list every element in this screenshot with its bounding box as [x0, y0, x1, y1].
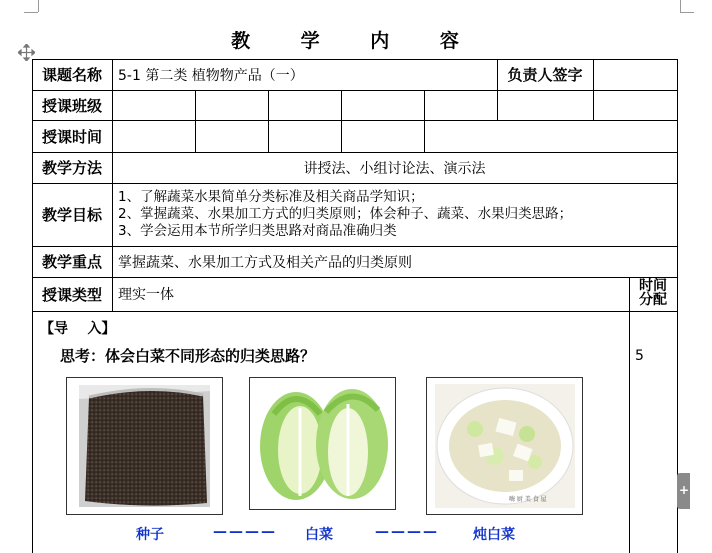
focus-label: 教学重点 — [41, 253, 102, 271]
caption-seeds: 种子 — [136, 527, 164, 543]
focus-value[interactable]: 掌握蔬菜、水果加工方式及相关产品的归类原则 — [118, 254, 412, 271]
objective-list[interactable] — [112, 183, 677, 246]
objective-item: 1、了解蔬菜水果简单分类标准及相关商品学知识； — [118, 189, 424, 205]
stewed-cabbage-photo-frame[interactable] — [426, 377, 583, 515]
caption-stewed-cabbage: 炖白菜 — [473, 527, 515, 543]
thinking-question: 思考：体会白菜不同形态的归类思路？ — [60, 347, 316, 365]
objective-item: 3、学会运用本节所学归类思路对商品准确归类 — [118, 223, 397, 239]
intro-heading: 【导 入】 — [40, 321, 116, 337]
class-label: 授课班级 — [41, 96, 102, 115]
method-value[interactable]: 讲授法、小组讨论法、演示法 — [303, 160, 486, 177]
stewed-cabbage-photo — [435, 384, 575, 508]
time-allocation-minutes[interactable]: 5 — [635, 348, 644, 364]
course-name-value[interactable]: 5-1 第二类 植物物产品（一） — [118, 67, 304, 84]
time-label: 授课时间 — [41, 127, 102, 146]
caption-dash: ———— — [375, 524, 439, 540]
page-corner-mark-left — [24, 12, 38, 13]
caption-cabbage: 白菜 — [305, 527, 333, 543]
method-label: 教学方法 — [41, 159, 102, 177]
seeds-photo-frame[interactable] — [66, 377, 223, 515]
time-allocation-label: 时间 分配 — [639, 278, 667, 308]
course-name-label: 课题名称 — [41, 66, 102, 84]
signature-label: 负责人签字 — [507, 66, 583, 84]
seeds-photo — [79, 385, 210, 507]
type-label: 授课类型 — [41, 285, 102, 304]
document-title: 教 学 内 容 — [231, 30, 481, 52]
cabbage-photo — [254, 384, 392, 504]
caption-dash: ———— — [213, 524, 277, 540]
page-corner-mark-right — [680, 0, 681, 12]
plus-icon: + — [679, 483, 690, 497]
page-corner-mark-right — [680, 12, 694, 13]
type-value[interactable]: 理实一体 — [118, 287, 174, 303]
side-expand-tab[interactable] — [677, 473, 690, 509]
page-corner-mark-left — [38, 0, 39, 12]
objective-item: 2、掌握蔬菜、水果加工方式的归类原则；体会种子、蔬菜、水果归类思路； — [118, 206, 573, 222]
objective-label: 教学目标 — [41, 206, 102, 224]
signature-field[interactable] — [593, 59, 677, 90]
photo-watermark: 嗨 厨 美 食 屋 — [509, 496, 547, 503]
cabbage-photo-frame[interactable] — [249, 377, 396, 510]
